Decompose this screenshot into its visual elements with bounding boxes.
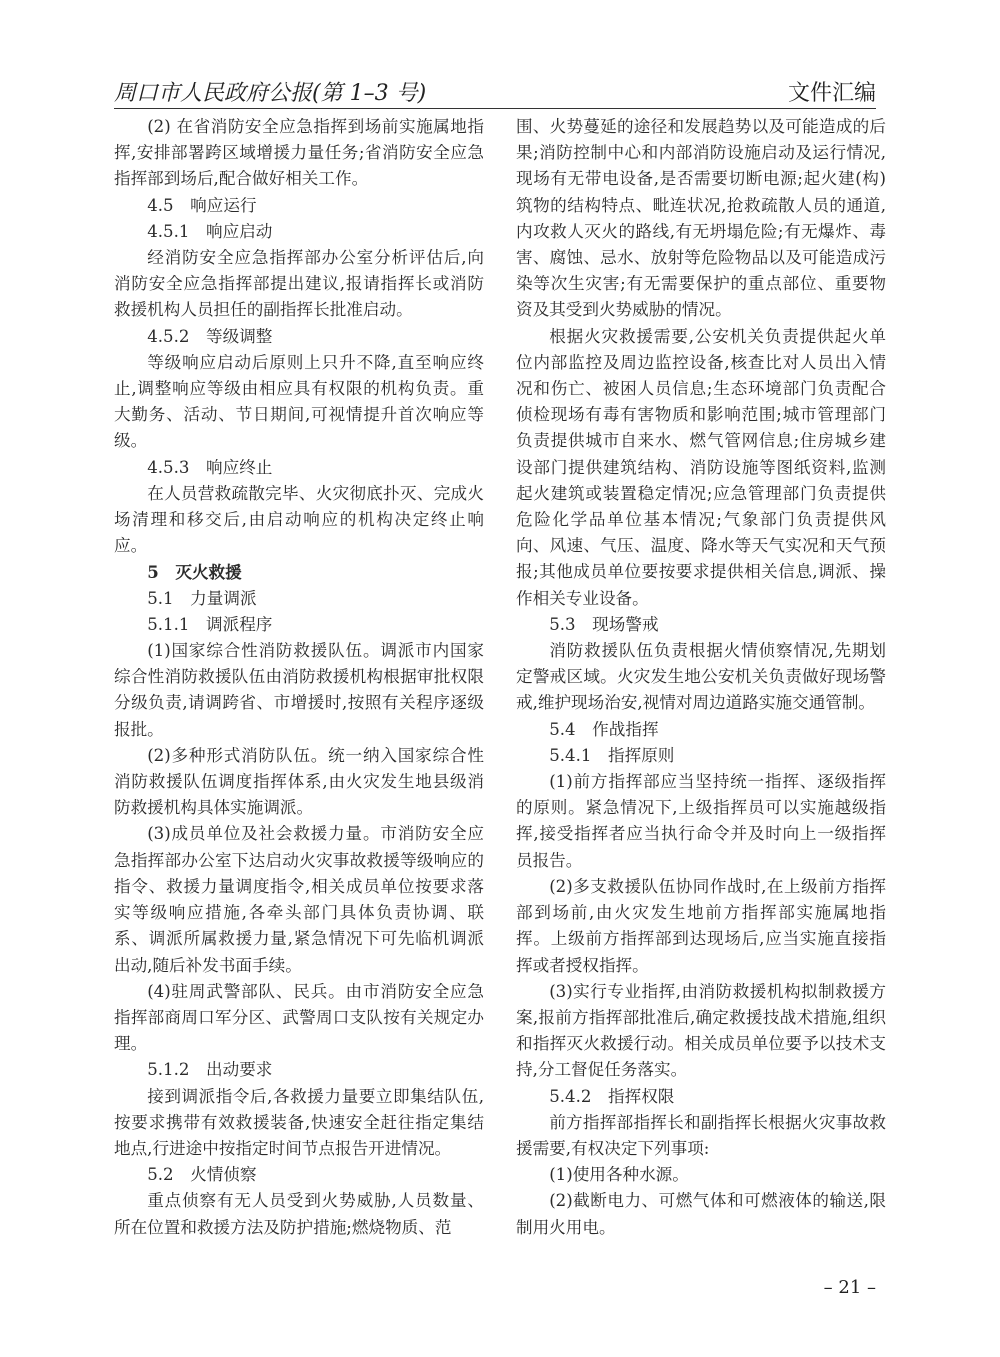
paragraph: (3)成员单位及社会救援力量。市消防安全应急指挥部办公室下达启动火灾事故救援等级响应的指令、救援力量调度指令,相关成员单位按要求落实等级响应措施,各牵头部门具体负责协调、联系、调派所属救援力量,紧急情况下可先临机调派出动,随后补发书面手续。 [114, 824, 484, 975]
paragraph: (2)截断电力、可燃气体和可燃液体的输送,限制用火用电。 [516, 1191, 886, 1237]
publication-title: 周口市人民政府公报(第 1–3 号) [114, 81, 427, 106]
right-column [516, 114, 886, 1241]
section-heading: 4.5.3 响应终止 [147, 457, 273, 477]
paragraph: (2)多支救援队伍协同作战时,在上级前方指挥部到场前,由火灾发生地前方指挥部实施属地指挥。上级前方指挥部到达现场后,应当实施直接指挥或者授权指挥。 [516, 876, 886, 975]
paragraph: (2) 在省消防安全应急指挥到场前实施属地指挥,安排部署跨区域增援力量任务;省消防安全应急指挥部到场后,配合做好相关工作。 [114, 117, 484, 189]
section-heading: 5.1.2 出动要求 [147, 1060, 273, 1080]
paragraph: 经消防安全应急指挥部办公室分析评估后,向消防安全应急指挥部提出建议,报请指挥长或消防救援机构人员担任的副指挥长批准启动。 [114, 248, 484, 320]
page-number: – 21 – [823, 1277, 876, 1298]
section-heading: 5.1 力量调派 [147, 588, 257, 608]
paragraph: (1)前方指挥部应当坚持统一指挥、逐级指挥的原则。紧急情况下,上级指挥员可以实施越级指挥,接受指挥者应当执行命令并及时向上一级指挥员报告。 [516, 772, 886, 870]
section-heading: 4.5.2 等级调整 [147, 326, 273, 346]
paragraph: (1)国家综合性消防救援队伍。调派市内国家综合性消防救援队伍由消防救援机构根据审批权限分级负责,请调跨省、市增援时,按照有关程序逐级报批。 [114, 641, 484, 739]
paragraph: 前方指挥部指挥长和副指挥长根据火灾事故救援需要,有权决定下列事项: [516, 1112, 886, 1158]
paragraph: 根据火灾救援需要,公安机关负责提供起火单位内部监控及周边监控设备,核查比对人员出入情况和伤亡、被困人员信息;生态环境部门负责配合侦检现场有毒有害物质和影响范围;城市管理部门负责提供城市自来水、燃气管网信息;住房城乡建设部门提供建筑结构、消防设施等图纸资料,监测起火建筑或装置稳定情况;应急管理部门负责提供危险化学品单位基本情况;气象部门负责提供风向、风速、气压、温度、降水等天气实况和天气预报;其他成员单位要按要求提供相关信息,调派、操作相关专业设备。 [516, 326, 886, 608]
paragraph: (1)使用各种水源。 [549, 1165, 689, 1185]
paragraph: 在人员营救疏散完毕、火灾彻底扑灭、完成火场清理和移交后,由启动响应的机构决定终止响应。 [114, 483, 484, 556]
paragraph: 消防救援队伍负责根据火情侦察情况,先期划定警戒区域。火灾发生地公安机关负责做好现场警戒,维护现场治安,视情对周边道路实施交通管制。 [516, 641, 886, 713]
paragraph: (2)多种形式消防队伍。统一纳入国家综合性消防救援队伍调度指挥体系,由火灾发生地县级消防救援机构具体实施调派。 [114, 745, 484, 818]
section-heading: 5.1.1 调派程序 [147, 614, 273, 634]
paragraph: (4)驻周武警部队、民兵。由市消防安全应急指挥部商周口军分区、武警周口支队按有关规定办理。 [114, 981, 484, 1054]
section-heading: 5.4.2 指挥权限 [549, 1086, 675, 1106]
page-header [114, 68, 876, 109]
section-heading: 4.5 响应运行 [147, 195, 257, 215]
paragraph: 围、火势蔓延的途径和发展趋势以及可能造成的后果;消防控制中心和内部消防设施启动及运行情况,现场有无带电设备,是否需要切断电源;起火建(构)筑物的结构特点、毗连状况,抢救疏散人员的通道,内攻救人灭火的路线,有无坍塌危险;有无爆炸、毒害、腐蚀、忌水、放射等危险物品以及可能造成污染等次生灾害;有无需要保护的重点部位、重要物资及其受到火势威胁的情况。 [516, 117, 886, 320]
section-heading: 5.4.1 指挥原则 [549, 745, 675, 765]
paragraph: 重点侦察有无人员受到火势威胁,人员数量、所在位置和救援方法及防护措施;燃烧物质、范 [114, 1191, 484, 1237]
section-heading: 4.5.1 响应启动 [147, 221, 273, 241]
section-heading: 5.2 火情侦察 [147, 1165, 257, 1185]
section-heading: 5.3 现场警戒 [549, 614, 659, 634]
section-heading: 5 灭火救援 [147, 562, 242, 583]
paragraph: 接到调派指令后,各救援力量要立即集结队伍,按要求携带有效救援装备,快速安全赶往指定集结地点,行进途中按指定时间节点报告开进情况。 [114, 1086, 484, 1158]
section-title: 文件汇编 [787, 81, 876, 106]
section-heading: 5.4 作战指挥 [549, 719, 659, 739]
left-column [114, 114, 484, 1241]
paragraph: 等级响应启动后原则上只升不降,直至响应终止,调整响应等级由相应具有权限的机构负责。重大勤务、活动、节日期间,可视情提升首次响应等级。 [114, 352, 484, 451]
paragraph: (3)实行专业指挥,由消防救援机构拟制救援方案,报前方指挥部批准后,确定救援技战术措施,组织和指挥灭火救援行动。相关成员单位要予以技术支持,分工督促任务落实。 [516, 981, 886, 1080]
